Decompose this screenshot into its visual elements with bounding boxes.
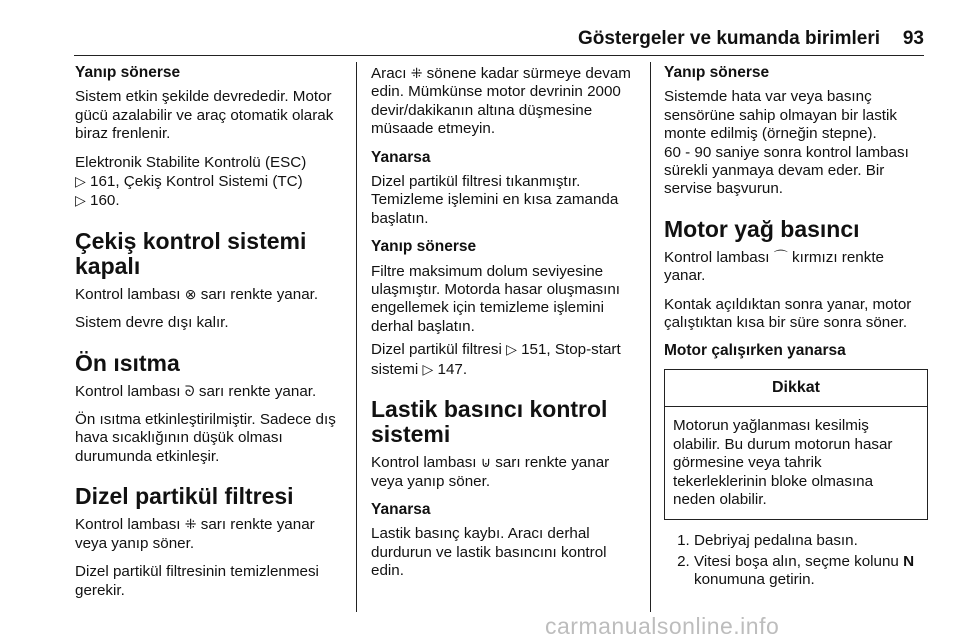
steps-list	[664, 532, 928, 589]
column-divider-2	[650, 62, 651, 612]
paragraph: Dizel partikül filtresi tıkanmıştır. Temizleme işlemini en kısa zamanda başlatın.	[371, 173, 619, 227]
paragraph: Kontrol lambası ⊗ sarı renkte yanar.	[75, 285, 319, 303]
page-reference-icon: ▷	[75, 192, 86, 209]
column-3	[664, 64, 928, 592]
particulate-filter-icon: ⁜	[184, 516, 197, 533]
list-item: 1. Debriyaj pedalına basın.	[694, 532, 928, 550]
traction-control-off-icon: ⊗	[184, 285, 197, 302]
paragraph: Kontrol lambası ⊍ sarı renkte yanar veya yanıp söner.	[371, 454, 610, 490]
header-divider	[74, 55, 924, 56]
paragraph: Kontrol lambası ⁜ sarı renkte yanar veya yanıp söner.	[75, 516, 315, 552]
section-heading-oil: Motor yağ basıncı	[664, 215, 860, 242]
section-heading-tc-off: Çekiş kontrol sistemi kapalı	[75, 227, 307, 279]
reference-link[interactable]: 160.	[90, 192, 120, 210]
list-item: 2. Vitesi boşa alın, seçme kolunu N konumuna getirin.	[694, 553, 928, 590]
section-heading-dpf: Dizel partikül filtresi	[75, 483, 294, 510]
paragraph-reference: Dizel partikül filtresi ▷ 151, Stop-start sistemi ▷ 147.	[371, 341, 621, 378]
header-title: Göstergeler ve kumanda birimleri	[577, 28, 880, 49]
subheading-blinking: Yanıp sönerse	[75, 64, 181, 81]
paragraph: Lastik basınç kaybı. Aracı derhal durdurun ve lastik basıncını kontrol edin.	[371, 525, 607, 580]
page-number: 93	[902, 28, 924, 49]
paragraph: 60 - 90 saniye sonra kontrol lambası sürekli yanmaya devam eder. Bir servise başvurun.	[664, 143, 909, 198]
subheading-lit: Yanarsa	[371, 500, 431, 518]
paragraph: Kontrol lambası ᘐ sarı renkte yanar.	[75, 382, 317, 400]
watermark: carmanualsonline.info	[545, 613, 780, 639]
page-reference-icon: ▷	[506, 341, 517, 358]
tire-pressure-icon: ⊍	[480, 454, 492, 471]
reference-link[interactable]: 151, Stop-start sistemi	[371, 341, 621, 378]
reference-text: Elektronik Stabilite Kontrolü (ESC)	[75, 153, 307, 171]
subheading-lit: Yanarsa	[371, 148, 431, 166]
preheat-coil-icon: ᘐ	[184, 382, 195, 399]
page-reference-icon: ▷	[75, 173, 86, 190]
paragraph: Ön ısıtma etkinleştirilmiştir. Sadece dış hava sıcaklığının düşük olması durumunda etkinleşir.	[75, 411, 336, 465]
paragraph: Dizel partikül filtresinin temizlenmesi gerekir.	[75, 563, 319, 599]
paragraph: Sistem etkin şekilde devrededir. Motor gücü azalabilir ve araç otomatik olarak biraz frenlenir.	[75, 88, 334, 143]
page-reference-icon: ▷	[422, 360, 434, 377]
reference-link[interactable]: 147.	[437, 360, 468, 378]
caution-body: Motorun yağlanması kesilmiş olabilir. Bu durum motorun hasar görmesine veya tahrik tekerleklerinin bloke olmasına neden olabilir.	[673, 417, 893, 508]
paragraph: Kontak açıldıktan sonra yanar, motor çalıştıktan kısa bir süre sonra söner.	[664, 295, 912, 332]
section-heading-tpms: Lastik basıncı kontrol sistemi	[371, 396, 608, 448]
paragraph: Filtre maksimum dolum seviyesine ulaşmıştır. Motorda hasar oluşmasını engellemek için temizleme işlemini derhal başlatın.	[371, 262, 621, 335]
column-divider-1	[356, 62, 357, 612]
caution-title: Dikkat	[665, 370, 927, 407]
caution-box	[664, 369, 928, 520]
section-heading-preheat: Ön ısıtma	[75, 349, 180, 376]
column-1	[75, 64, 343, 610]
gear-neutral-label: N	[903, 552, 915, 570]
column-2	[371, 64, 635, 591]
paragraph: Kontrol lambası ⌒ kırmızı renkte yanar.	[664, 248, 884, 285]
paragraph: Sistem devre dışı kalır.	[75, 314, 229, 332]
subheading-blinking: Yanıp sönerse	[371, 238, 477, 256]
paragraph-reference	[75, 154, 343, 211]
reference-link[interactable]: 161, Çekiş Kontrol Sistemi (TC)	[90, 173, 303, 191]
paragraph: Aracı ⁜ sönene kadar sürmeye devam edin. Mümkünse motor devrinin 2000 devir/dakikanın altına düşmesine müsaade etmeyin.	[371, 65, 631, 138]
paragraph: Sistemde hata var veya basınç sensörüne sahip olmayan bir lastik monte edilmiş (örneğin stepne).	[664, 88, 897, 143]
page-header	[0, 0, 960, 58]
subheading-running: Motor çalışırken yanarsa	[664, 342, 846, 360]
particulate-filter-icon: ⁜	[410, 65, 423, 81]
subheading-blinking: Yanıp sönerse	[664, 64, 770, 81]
oil-can-icon: ⌒	[773, 248, 788, 265]
